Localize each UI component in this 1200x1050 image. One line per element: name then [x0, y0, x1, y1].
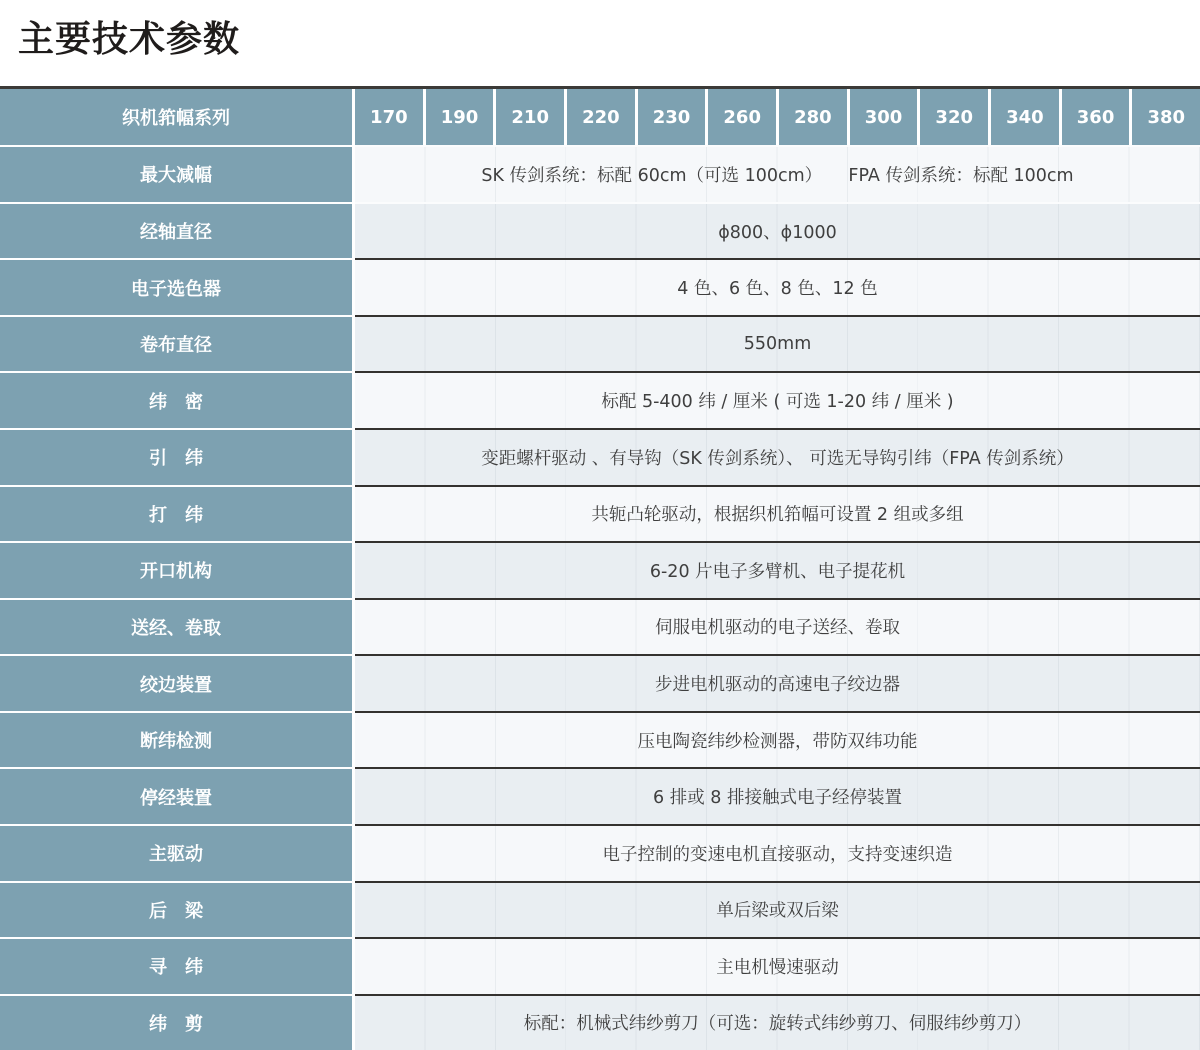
table-row	[0, 541, 1200, 598]
header-col-380: 380	[1132, 89, 1200, 145]
spec-label-cell: 卷布直径	[0, 315, 352, 372]
table-header-row	[0, 89, 1200, 145]
spec-value-cell: 伺服电机驱动的电子送经、卷取	[355, 598, 1200, 655]
header-col-190: 190	[426, 89, 494, 145]
spec-value-cell: 步进电机驱动的高速电子绞边器	[355, 654, 1200, 711]
table-row	[0, 937, 1200, 994]
header-col-220: 220	[567, 89, 635, 145]
table-row	[0, 145, 1200, 202]
spec-label-cell: 绞边装置	[0, 654, 352, 711]
spec-value-cell: 标配 5-400 纬 / 厘米 ( 可选 1-20 纬 / 厘米 )	[355, 371, 1200, 428]
header-label-cell: 织机筘幅系列	[0, 89, 352, 145]
table-row	[0, 428, 1200, 485]
table-row	[0, 711, 1200, 768]
header-col-360: 360	[1062, 89, 1130, 145]
table-row	[0, 485, 1200, 542]
spec-value-cell: SK 传剑系统：标配 60cm（可选 100cm） FPA 传剑系统：标配 100cm	[355, 145, 1200, 202]
spec-value-cell: 6-20 片电子多臂机、电子提花机	[355, 541, 1200, 598]
spec-value-cell: 单后梁或双后梁	[355, 881, 1200, 938]
spec-label-cell: 纬 剪	[0, 994, 352, 1050]
spec-value-cell: 标配：机械式纬纱剪刀（可选：旋转式纬纱剪刀、伺服纬纱剪刀）	[355, 994, 1200, 1050]
table-row	[0, 371, 1200, 428]
spec-label-cell: 最大减幅	[0, 145, 352, 202]
spec-label-cell: 经轴直径	[0, 202, 352, 259]
spec-value-cell: 压电陶瓷纬纱检测器，带防双纬功能	[355, 711, 1200, 768]
spec-label-cell: 送经、卷取	[0, 598, 352, 655]
table-row	[0, 824, 1200, 881]
header-col-210: 210	[496, 89, 564, 145]
table-row	[0, 994, 1200, 1050]
header-col-300: 300	[850, 89, 918, 145]
spec-value-cell: 主电机慢速驱动	[355, 937, 1200, 994]
spec-label-cell: 打 纬	[0, 485, 352, 542]
spec-label-cell: 引 纬	[0, 428, 352, 485]
spec-label-cell: 寻 纬	[0, 937, 352, 994]
spec-value-cell: 电子控制的变速电机直接驱动，支持变速织造	[355, 824, 1200, 881]
header-col-320: 320	[920, 89, 988, 145]
spec-label-cell: 纬 密	[0, 371, 352, 428]
header-col-280: 280	[779, 89, 847, 145]
spec-value-cell: 6 排或 8 排接触式电子经停装置	[355, 767, 1200, 824]
spec-value-cell: 变距螺杆驱动 、有导钩（SK 传剑系统）、 可选无导钩引纬（FPA 传剑系统）	[355, 428, 1200, 485]
page-title: 主要技术参数	[18, 19, 241, 60]
table-row	[0, 202, 1200, 259]
spec-label-cell: 断纬检测	[0, 711, 352, 768]
spec-label-cell: 停经装置	[0, 767, 352, 824]
table-row	[0, 767, 1200, 824]
header-columns	[355, 89, 1200, 145]
table-row	[0, 881, 1200, 938]
table-row	[0, 315, 1200, 372]
spec-label-cell: 后 梁	[0, 881, 352, 938]
spec-value-cell: ϕ800、ϕ1000	[355, 202, 1200, 259]
spec-value-cell: 550mm	[355, 315, 1200, 372]
table-row	[0, 258, 1200, 315]
spec-value-cell: 共轭凸轮驱动，根据织机筘幅可设置 2 组或多组	[355, 485, 1200, 542]
header-col-340: 340	[991, 89, 1059, 145]
table-row	[0, 598, 1200, 655]
spec-value-cell: 4 色、6 色、8 色、12 色	[355, 258, 1200, 315]
table-row	[0, 654, 1200, 711]
spec-label-cell: 电子选色器	[0, 258, 352, 315]
spec-label-cell: 开口机构	[0, 541, 352, 598]
specs-table	[0, 86, 1200, 1050]
spec-label-cell: 主驱动	[0, 824, 352, 881]
header-col-260: 260	[708, 89, 776, 145]
header-col-230: 230	[638, 89, 706, 145]
header-col-170: 170	[355, 89, 423, 145]
